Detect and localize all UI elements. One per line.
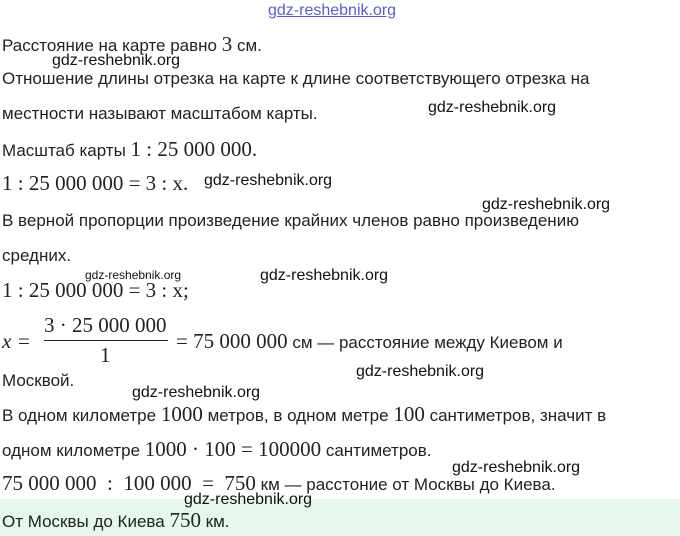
text-b: сантиметров. [325,441,432,460]
definition-line-2: местности называют масштабом карты. [2,104,318,123]
proportion-2: 1 : 25 000 000 = 3 : x; [2,278,189,302]
watermark: gdz-reshebnik.org [52,52,181,69]
expression: 75 000 000 : 100 000 = 750 [2,471,256,495]
answer-line [2,509,230,533]
x-equals: x = [2,329,31,353]
text-b: метров, в одном метре [207,406,389,425]
fraction [44,313,168,373]
text: Расстояние на карте равно [2,36,218,55]
text-a: одном километре [2,441,141,460]
value-100: 100 [393,402,425,426]
value-1000: 1000 [160,402,203,426]
watermark: gdz-reshebnik.org [85,268,182,282]
rule-line-2: средних. [2,246,72,265]
watermark-link[interactable]: gdz-reshebnik.org [268,2,397,19]
fraction-bar [44,340,168,341]
map-scale-line [2,138,257,162]
value: 3 [221,32,233,56]
watermark: gdz-reshebnik.org [428,99,557,116]
expression: 1000 · 100 = 100000 [144,437,322,461]
rule-line-1: В верной пропорции произведение крайних членов равно произведению [2,211,579,230]
watermark: gdz-reshebnik.org [482,196,611,213]
text-c: сантиметров, значит в [429,406,607,425]
text: км — расстоние от Москвы до Киева. [260,475,556,494]
definition-line-1: Отношение длины отрезка на карте к длине соответствующего отрезка на [2,69,590,88]
answer-text: От Москвы до Киева [2,512,165,531]
numerator: 3 · 25 000 000 [44,313,167,337]
watermark: gdz-reshebnik.org [204,172,333,189]
watermark: gdz-reshebnik.org [260,267,389,284]
denominator: 1 [100,343,111,367]
scale-value: 1 : 25 000 000. [130,137,258,161]
unit: см. [236,36,262,55]
proportion-1: 1 : 25 000 000 = 3 : x. [2,171,189,195]
result-value: = 75 000 000 [176,329,288,353]
text: Масштаб карты [2,141,126,160]
text-a: В одном километре [2,406,157,425]
answer-value: 750 [169,508,201,532]
result-text: см — расстояние между Киевом и [292,333,563,352]
conversion-line-2 [2,438,432,462]
answer-unit: км. [205,512,230,531]
moscow-line: Москвой. [2,371,75,390]
conversion-line-1 [2,403,606,427]
result-line [176,330,563,354]
watermark: gdz-reshebnik.org [356,363,485,380]
watermark: gdz-reshebnik.org [452,459,581,476]
watermark: gdz-reshebnik.org [132,384,261,401]
watermark: gdz-reshebnik.org [184,491,313,508]
